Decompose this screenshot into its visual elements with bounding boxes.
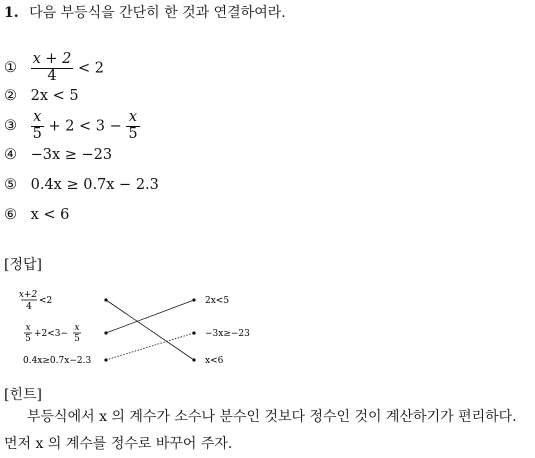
- item-expression: x < 6: [30, 207, 70, 223]
- question-text: 다음 부등식을 간단히 한 것과 연결하여라.: [29, 5, 286, 21]
- fraction-denominator: 5: [128, 125, 138, 142]
- item-marker: ②: [4, 88, 17, 104]
- right-item-3: x<6: [205, 356, 224, 366]
- connector-1-to-3: [106, 300, 194, 360]
- fraction-numerator: x: [128, 109, 138, 125]
- hint-text: 부등식에서 x 의 계수가 소수나 분수인 것보다 정수인 것이 계산하기가 편리하다. 먼저 x 의 계수를 정수로 바꾸어 주자.: [4, 409, 517, 452]
- fraction: [31, 52, 74, 85]
- fraction-numerator: x + 2: [32, 51, 72, 67]
- question-number: 1.: [4, 5, 19, 21]
- item-marker: ⑥: [4, 207, 17, 223]
- matching-diagram-svg: [0, 282, 300, 372]
- item-4: [4, 147, 112, 163]
- fraction-denominator: 5: [32, 125, 42, 142]
- item-6: [4, 207, 69, 223]
- connector-2-to-1: [106, 300, 194, 333]
- item-1: [4, 52, 104, 85]
- item-rest: < 2: [78, 60, 104, 77]
- right-item-1: 2x<5: [205, 296, 230, 306]
- left-item-2-denominator-1: 5: [25, 334, 31, 344]
- left-item-1-denominator: 4: [26, 302, 32, 312]
- item-middle: + 2 < 3 −: [48, 118, 122, 135]
- item-marker: ③: [4, 118, 17, 135]
- item-marker: ⑤: [4, 177, 17, 193]
- right-item-2: −3x≥−23: [205, 329, 250, 339]
- item-marker: ④: [4, 147, 17, 163]
- fraction: [31, 110, 44, 143]
- left-item-1-rest: <2: [39, 296, 53, 306]
- item-5: [4, 177, 159, 193]
- item-2: [4, 88, 79, 104]
- answer-heading: [정답]: [4, 257, 42, 273]
- fraction: [126, 110, 139, 143]
- item-3: [4, 110, 140, 143]
- left-item-2-middle: +2<3−: [34, 329, 69, 339]
- item-expression: −3x ≥ −23: [30, 147, 113, 163]
- answer-diagram: [0, 282, 300, 376]
- left-item-2-denominator-2: 5: [74, 334, 80, 344]
- hint-heading: [힌트]: [4, 387, 42, 403]
- item-marker: ①: [4, 60, 17, 77]
- left-item-2-numerator-2: x: [74, 323, 80, 333]
- fraction-numerator: x: [33, 109, 42, 125]
- question-title: [4, 2, 286, 22]
- left-item-2-numerator-1: x: [25, 323, 31, 333]
- left-item-1-numerator: x+2: [18, 290, 38, 300]
- fraction-denominator: 4: [31, 68, 74, 85]
- item-expression: 0.4x ≥ 0.7x − 2.3: [30, 177, 159, 193]
- connector-3-to-2: [106, 333, 194, 360]
- item-expression: 2x < 5: [30, 88, 79, 104]
- left-item-3: 0.4x≥0.7x−2.3: [23, 356, 92, 366]
